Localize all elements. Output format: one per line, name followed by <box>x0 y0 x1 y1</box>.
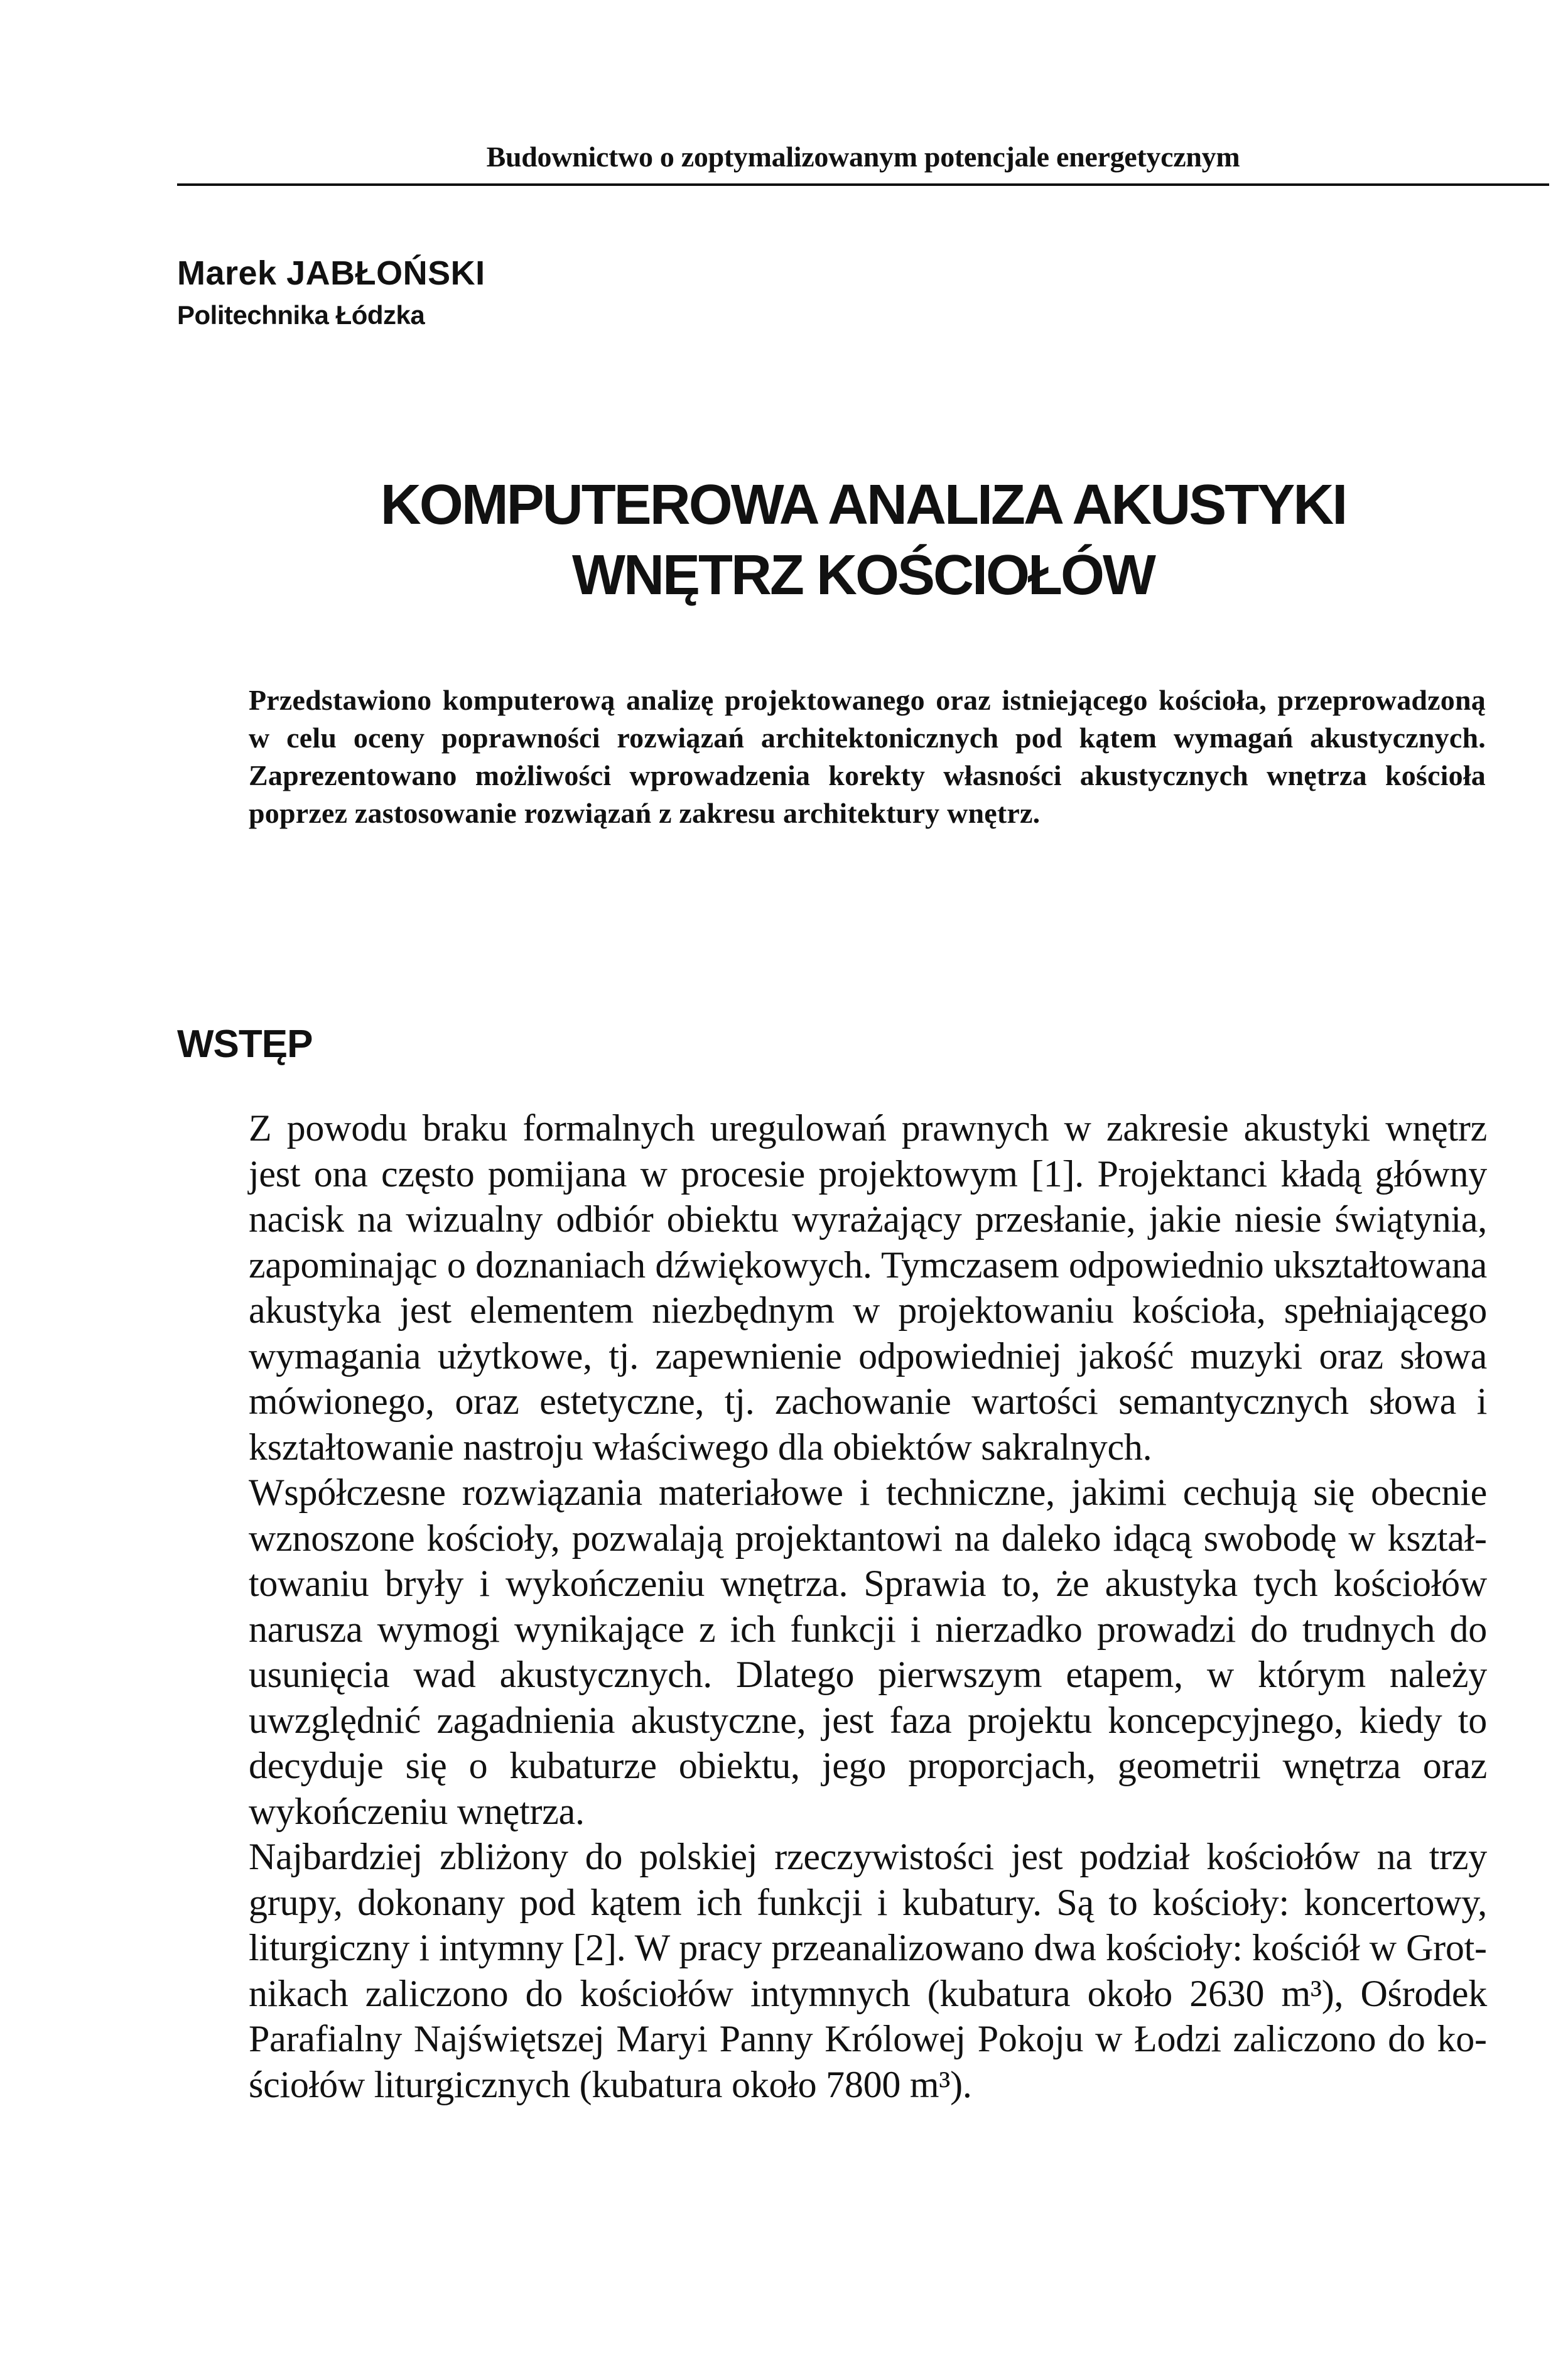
running-title: Budownictwo o zoptymalizowanym potencjale energetycznym <box>486 141 1240 173</box>
paragraph-1: Z powodu braku formalnych uregulowań prawnych w zakresie akustyki wnętrz jest ona często pomijana w procesie projektowym [1]. Projektanci kładą główny nacisk na wizualny odbiór obiektu wyrażający przesłanie, jakie niesie świątynia, zapominając o doznaniach dźwiękowych. Tymczasem odpowiednio ukształtowana akustyka jest elementem niezbędnym w projektowaniu kościoła, spełniającego wymagania użytkowe, tj. zapewnienie odpowiedniej jakość muzyki oraz słowa mówionego, oraz estetyczne, tj. zachowanie wartości semantycznych słowa i kształtowanie nastroju właściwego dla obiektów sakralnych. <box>249 1107 1487 1468</box>
title-line-1: KOMPUTEROWA ANALIZA AKUSTYKI <box>380 474 1346 536</box>
running-header <box>177 139 1549 190</box>
author-name: Marek JABŁOŃSKI <box>177 254 485 292</box>
author-block <box>177 252 742 333</box>
body-text <box>249 1105 1487 2107</box>
paragraph-2: Współczesne rozwiązania materiałowe i techniczne, jakimi cechują się obecnie wznoszone kościoły, pozwalają projektantowi na daleko idącą swobodę w kształtowaniu bryły i wykończeniu wnętrza. Sprawia to, że akustyka tych kościołów narusza wymogi wynikające z ich funkcji i nierzadko prowadzi do trudnych do usunięcia wad akustycznych. Dlatego pierwszym etapem, w którym należy uwzględnić zagadnienia akustyczne, jest faza projektu koncepcyjnego, kiedy to decyduje się o kubaturze obiektu, jego proporcjach, geometrii wnętrza oraz wykończeniu wnętrza. <box>249 1472 1487 1832</box>
title-line-2: WNĘTRZ KOŚCIOŁÓW <box>572 544 1154 607</box>
abstract: Przedstawiono komputerową analizę projektowanego oraz istniejącego kościoła, przeprowadzoną w celu oceny poprawności rozwiązań architektonicznych pod kątem wymagań akustycznych. Zaprezentowano możliwości wprowadzenia korekty własności akustycznych wnętrza kościoła poprzez zastosowanie rozwiązań z zakresu architektury wnętrz. <box>249 684 1486 829</box>
header-rule <box>177 183 1549 186</box>
paper-title <box>177 470 1549 610</box>
paragraph-3: Najbardziej zbliżony do polskiej rzeczywistości jest podział kościołów na trzy grupy, dokonany pod kątem ich funkcji i kubatury. Są to kościoły: koncertowy, liturgiczny i intymny [2]. W pracy przeanalizowano dwa kościoły: kościół w Grotnikach zaliczono do kościołów intymnych (kubatura około 2630 m³), Ośrodek Parafialny Najświętszej Maryi Panny Królowej Pokoju w Łodzi zaliczono do kościołów liturgicznych (kubatura około 7800 m³). <box>249 1836 1487 2105</box>
author-affiliation: Politechnika Łódzka <box>177 300 425 330</box>
section-heading: WSTĘP <box>177 1023 313 1066</box>
